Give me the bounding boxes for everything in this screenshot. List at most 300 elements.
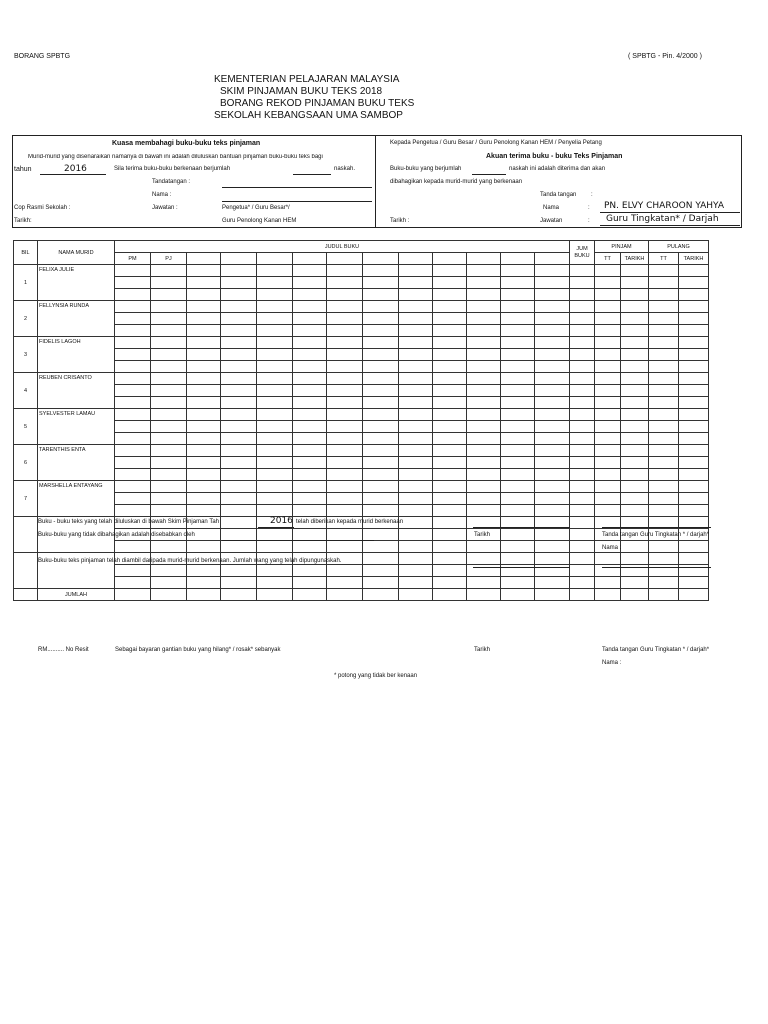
table-cell[interactable] (570, 265, 595, 277)
table-cell[interactable] (621, 421, 649, 433)
table-cell[interactable] (327, 565, 363, 577)
table-cell[interactable] (257, 421, 293, 433)
table-cell[interactable] (679, 457, 709, 469)
table-cell[interactable] (467, 373, 501, 385)
table-cell[interactable] (221, 349, 257, 361)
table-cell[interactable] (293, 349, 327, 361)
table-cell[interactable] (327, 469, 363, 481)
table-cell[interactable] (595, 325, 621, 337)
table-cell[interactable] (151, 493, 187, 505)
table-cell[interactable] (649, 577, 679, 589)
table-cell[interactable] (221, 397, 257, 409)
table-cell[interactable] (363, 565, 399, 577)
table-cell[interactable] (433, 301, 467, 313)
table-cell[interactable] (649, 301, 679, 313)
table-cell[interactable] (327, 433, 363, 445)
footer-field-3[interactable] (473, 567, 570, 568)
table-cell[interactable] (327, 373, 363, 385)
table-cell[interactable] (363, 313, 399, 325)
table-cell[interactable] (363, 337, 399, 349)
table-cell[interactable] (535, 301, 570, 313)
table-cell[interactable] (570, 481, 595, 493)
table-cell[interactable] (501, 409, 535, 421)
table-cell[interactable] (115, 277, 151, 289)
table-cell[interactable] (595, 553, 621, 565)
table-cell[interactable] (649, 325, 679, 337)
table-cell[interactable] (399, 493, 433, 505)
table-cell[interactable] (535, 277, 570, 289)
table-cell[interactable] (433, 289, 467, 301)
table-cell[interactable] (570, 313, 595, 325)
table-cell[interactable] (570, 361, 595, 373)
table-cell[interactable] (501, 421, 535, 433)
tahun-value[interactable]: 2016 (64, 164, 87, 174)
table-cell[interactable] (570, 577, 595, 589)
table-cell[interactable] (293, 541, 327, 553)
table-cell[interactable] (293, 385, 327, 397)
table-cell[interactable] (595, 301, 621, 313)
table-cell[interactable] (570, 277, 595, 289)
table-cell[interactable] (221, 517, 257, 529)
table-cell[interactable] (649, 277, 679, 289)
table-cell[interactable] (293, 469, 327, 481)
table-cell[interactable] (595, 337, 621, 349)
table-cell[interactable] (363, 469, 399, 481)
table-cell[interactable] (433, 373, 467, 385)
table-cell[interactable] (399, 385, 433, 397)
table-cell[interactable] (535, 409, 570, 421)
table-cell[interactable] (570, 505, 595, 517)
table-cell[interactable] (433, 577, 467, 589)
table-cell[interactable] (187, 505, 221, 517)
table-cell[interactable] (467, 481, 501, 493)
table-cell[interactable] (399, 313, 433, 325)
table-cell[interactable] (570, 517, 595, 529)
table-cell[interactable] (467, 541, 501, 553)
table-cell[interactable] (293, 277, 327, 289)
table-cell[interactable] (649, 421, 679, 433)
table-cell[interactable] (187, 313, 221, 325)
table-cell[interactable] (221, 469, 257, 481)
table-cell[interactable] (467, 469, 501, 481)
table-cell[interactable] (257, 373, 293, 385)
table-cell[interactable] (115, 325, 151, 337)
table-cell[interactable] (363, 373, 399, 385)
table-cell[interactable] (257, 529, 293, 541)
table-cell[interactable] (327, 577, 363, 589)
table-cell[interactable] (399, 337, 433, 349)
table-cell[interactable] (151, 565, 187, 577)
table-cell[interactable] (501, 289, 535, 301)
table-cell[interactable] (621, 361, 649, 373)
table-cell[interactable] (363, 457, 399, 469)
table-cell[interactable] (293, 445, 327, 457)
table-cell[interactable] (293, 373, 327, 385)
table-cell[interactable] (621, 325, 649, 337)
table-cell[interactable] (399, 397, 433, 409)
table-cell[interactable] (187, 565, 221, 577)
table-cell[interactable] (115, 397, 151, 409)
table-cell[interactable] (399, 565, 433, 577)
table-cell[interactable] (257, 433, 293, 445)
table-cell[interactable] (679, 385, 709, 397)
table-cell[interactable] (327, 397, 363, 409)
table-cell[interactable] (570, 493, 595, 505)
table-cell[interactable] (501, 445, 535, 457)
table-cell[interactable] (467, 265, 501, 277)
table-cell[interactable] (501, 553, 535, 565)
table-cell[interactable] (115, 433, 151, 445)
table-cell[interactable] (433, 265, 467, 277)
table-cell[interactable] (467, 337, 501, 349)
table-cell[interactable] (535, 433, 570, 445)
table-cell[interactable] (363, 361, 399, 373)
table-cell[interactable] (467, 505, 501, 517)
table-cell[interactable] (467, 409, 501, 421)
table-cell[interactable] (363, 349, 399, 361)
table-cell[interactable] (649, 553, 679, 565)
table-cell[interactable] (535, 505, 570, 517)
table-cell[interactable] (467, 325, 501, 337)
table-cell[interactable] (187, 577, 221, 589)
table-cell[interactable] (501, 337, 535, 349)
table-cell[interactable] (595, 313, 621, 325)
table-cell[interactable] (501, 313, 535, 325)
table-cell[interactable] (621, 397, 649, 409)
table-cell[interactable] (433, 361, 467, 373)
table-cell[interactable] (151, 505, 187, 517)
table-cell[interactable] (257, 349, 293, 361)
table-cell[interactable] (363, 265, 399, 277)
table-cell[interactable] (115, 313, 151, 325)
table-cell[interactable] (595, 361, 621, 373)
table-cell[interactable] (433, 541, 467, 553)
table-cell[interactable] (327, 289, 363, 301)
table-cell[interactable] (621, 553, 649, 565)
table-cell[interactable] (327, 349, 363, 361)
table-cell[interactable] (570, 301, 595, 313)
table-cell[interactable] (679, 397, 709, 409)
table-cell[interactable] (433, 529, 467, 541)
table-cell[interactable] (187, 277, 221, 289)
table-cell[interactable] (187, 409, 221, 421)
table-cell[interactable] (433, 481, 467, 493)
table-cell[interactable] (293, 409, 327, 421)
table-cell[interactable] (151, 337, 187, 349)
table-cell[interactable] (621, 457, 649, 469)
table-cell[interactable] (649, 349, 679, 361)
table-cell[interactable] (467, 457, 501, 469)
table-cell[interactable] (595, 373, 621, 385)
table-cell[interactable] (535, 493, 570, 505)
table-cell[interactable] (433, 421, 467, 433)
table-cell[interactable] (535, 445, 570, 457)
table-cell[interactable] (433, 409, 467, 421)
table-cell[interactable] (621, 409, 649, 421)
table-cell[interactable] (467, 277, 501, 289)
table-cell[interactable] (621, 337, 649, 349)
table-cell[interactable] (399, 409, 433, 421)
table-cell[interactable] (399, 301, 433, 313)
table-cell[interactable] (151, 301, 187, 313)
table-cell[interactable] (649, 541, 679, 553)
table-cell[interactable] (595, 433, 621, 445)
table-cell[interactable] (327, 385, 363, 397)
table-cell[interactable] (679, 265, 709, 277)
table-cell[interactable] (363, 397, 399, 409)
table-cell[interactable] (501, 481, 535, 493)
table-cell[interactable] (151, 409, 187, 421)
table-cell[interactable] (399, 265, 433, 277)
table-cell[interactable] (679, 433, 709, 445)
table-cell[interactable] (187, 421, 221, 433)
table-cell[interactable] (679, 553, 709, 565)
reason-field[interactable] (222, 540, 374, 541)
table-cell[interactable] (679, 373, 709, 385)
table-cell[interactable] (467, 385, 501, 397)
table-cell[interactable] (570, 349, 595, 361)
table-cell[interactable] (621, 445, 649, 457)
table-cell[interactable] (501, 349, 535, 361)
table-cell[interactable] (327, 313, 363, 325)
table-cell[interactable] (679, 445, 709, 457)
table-cell[interactable] (293, 265, 327, 277)
table-cell[interactable] (115, 505, 151, 517)
table-cell[interactable] (570, 457, 595, 469)
table-cell[interactable] (535, 577, 570, 589)
table-cell[interactable] (257, 481, 293, 493)
table-cell[interactable] (151, 265, 187, 277)
table-cell[interactable] (621, 373, 649, 385)
table-cell[interactable] (221, 337, 257, 349)
table-cell[interactable] (221, 325, 257, 337)
table-cell[interactable] (399, 445, 433, 457)
table-cell[interactable] (115, 385, 151, 397)
table-cell[interactable] (467, 349, 501, 361)
table-cell[interactable] (621, 493, 649, 505)
table-cell[interactable] (327, 361, 363, 373)
table-cell[interactable] (570, 469, 595, 481)
table-cell[interactable] (501, 505, 535, 517)
table-cell[interactable] (570, 385, 595, 397)
table-cell[interactable] (221, 289, 257, 301)
table-cell[interactable] (595, 481, 621, 493)
table-cell[interactable] (221, 301, 257, 313)
table-cell[interactable] (501, 541, 535, 553)
table-cell[interactable] (151, 373, 187, 385)
table-cell[interactable] (535, 265, 570, 277)
table-cell[interactable] (570, 397, 595, 409)
table-cell[interactable] (363, 553, 399, 565)
table-cell[interactable] (363, 433, 399, 445)
table-cell[interactable] (221, 409, 257, 421)
table-cell[interactable] (115, 481, 151, 493)
table-cell[interactable] (115, 577, 151, 589)
table-cell[interactable] (501, 457, 535, 469)
table-cell[interactable] (115, 289, 151, 301)
table-cell[interactable] (649, 445, 679, 457)
table-cell[interactable] (327, 325, 363, 337)
table-cell[interactable] (151, 349, 187, 361)
table-cell[interactable] (649, 313, 679, 325)
table-cell[interactable] (679, 505, 709, 517)
table-cell[interactable] (115, 373, 151, 385)
table-cell[interactable] (363, 493, 399, 505)
table-cell[interactable] (115, 541, 151, 553)
table-cell[interactable] (257, 493, 293, 505)
table-cell[interactable] (433, 565, 467, 577)
table-cell[interactable] (257, 337, 293, 349)
table-cell[interactable] (151, 481, 187, 493)
table-cell[interactable] (399, 577, 433, 589)
table-cell[interactable] (467, 553, 501, 565)
table-cell[interactable] (293, 565, 327, 577)
table-cell[interactable] (501, 373, 535, 385)
table-cell[interactable] (115, 301, 151, 313)
table-cell[interactable] (187, 265, 221, 277)
table-cell[interactable] (257, 385, 293, 397)
table-cell[interactable] (221, 493, 257, 505)
table-cell[interactable] (151, 541, 187, 553)
table-cell[interactable] (535, 349, 570, 361)
table-cell[interactable] (115, 565, 151, 577)
table-cell[interactable] (467, 445, 501, 457)
table-cell[interactable] (679, 337, 709, 349)
footer-field-4[interactable] (602, 567, 711, 568)
table-cell[interactable] (535, 481, 570, 493)
table-cell[interactable] (151, 277, 187, 289)
table-cell[interactable] (221, 361, 257, 373)
table-cell[interactable] (363, 385, 399, 397)
book-count-field[interactable] (293, 174, 331, 175)
table-cell[interactable] (595, 385, 621, 397)
table-cell[interactable] (399, 529, 433, 541)
table-cell[interactable] (327, 529, 363, 541)
table-cell[interactable] (595, 493, 621, 505)
table-cell[interactable] (467, 313, 501, 325)
table-cell[interactable] (467, 433, 501, 445)
footer-field-2[interactable] (602, 527, 711, 528)
table-cell[interactable] (293, 421, 327, 433)
table-cell[interactable] (679, 289, 709, 301)
table-cell[interactable] (679, 493, 709, 505)
table-cell[interactable] (535, 313, 570, 325)
table-cell[interactable] (293, 505, 327, 517)
table-cell[interactable] (649, 469, 679, 481)
table-cell[interactable] (187, 457, 221, 469)
table-cell[interactable] (257, 277, 293, 289)
table-cell[interactable] (187, 337, 221, 349)
table-cell[interactable] (679, 481, 709, 493)
table-cell[interactable] (679, 325, 709, 337)
table-cell[interactable] (621, 265, 649, 277)
table-cell[interactable] (151, 469, 187, 481)
table-cell[interactable] (221, 313, 257, 325)
table-cell[interactable] (221, 505, 257, 517)
table-cell[interactable] (501, 385, 535, 397)
table-cell[interactable] (621, 277, 649, 289)
table-cell[interactable] (649, 397, 679, 409)
table-cell[interactable] (649, 289, 679, 301)
table-cell[interactable] (327, 493, 363, 505)
table-cell[interactable] (221, 481, 257, 493)
table-cell[interactable] (221, 421, 257, 433)
table-cell[interactable] (679, 349, 709, 361)
table-cell[interactable] (570, 565, 595, 577)
table-cell[interactable] (399, 481, 433, 493)
table-cell[interactable] (363, 541, 399, 553)
table-cell[interactable] (327, 277, 363, 289)
table-cell[interactable] (649, 373, 679, 385)
table-cell[interactable] (467, 361, 501, 373)
table-cell[interactable] (151, 445, 187, 457)
table-cell[interactable] (399, 517, 433, 529)
table-cell[interactable] (221, 529, 257, 541)
approval-year[interactable]: 2016 (270, 516, 293, 526)
table-cell[interactable] (433, 553, 467, 565)
table-cell[interactable] (621, 313, 649, 325)
table-cell[interactable] (679, 469, 709, 481)
table-cell[interactable] (327, 409, 363, 421)
table-cell[interactable] (467, 301, 501, 313)
table-cell[interactable] (363, 577, 399, 589)
table-cell[interactable] (327, 337, 363, 349)
table-cell[interactable] (151, 577, 187, 589)
table-cell[interactable] (115, 409, 151, 421)
table-cell[interactable] (535, 457, 570, 469)
table-cell[interactable] (535, 529, 570, 541)
table-cell[interactable] (257, 565, 293, 577)
table-cell[interactable] (221, 457, 257, 469)
table-cell[interactable] (501, 265, 535, 277)
table-cell[interactable] (363, 325, 399, 337)
table-cell[interactable] (257, 445, 293, 457)
table-cell[interactable] (399, 433, 433, 445)
table-cell[interactable] (293, 433, 327, 445)
table-cell[interactable] (187, 397, 221, 409)
table-cell[interactable] (221, 565, 257, 577)
table-cell[interactable] (257, 265, 293, 277)
table-cell[interactable] (115, 421, 151, 433)
table-cell[interactable] (399, 469, 433, 481)
table-cell[interactable] (115, 265, 151, 277)
table-cell[interactable] (221, 433, 257, 445)
table-cell[interactable] (649, 493, 679, 505)
table-cell[interactable] (363, 445, 399, 457)
table-cell[interactable] (467, 397, 501, 409)
table-cell[interactable] (187, 433, 221, 445)
table-cell[interactable] (151, 361, 187, 373)
signature-field[interactable] (222, 187, 372, 188)
table-cell[interactable] (433, 313, 467, 325)
table-cell[interactable] (115, 457, 151, 469)
table-cell[interactable] (535, 469, 570, 481)
table-cell[interactable] (327, 265, 363, 277)
table-cell[interactable] (679, 577, 709, 589)
table-cell[interactable] (501, 577, 535, 589)
table-cell[interactable] (621, 349, 649, 361)
table-cell[interactable] (570, 421, 595, 433)
table-cell[interactable] (399, 373, 433, 385)
table-cell[interactable] (501, 361, 535, 373)
table-cell[interactable] (151, 325, 187, 337)
table-cell[interactable] (151, 289, 187, 301)
table-cell[interactable] (570, 409, 595, 421)
table-cell[interactable] (257, 505, 293, 517)
table-cell[interactable] (293, 481, 327, 493)
table-cell[interactable] (649, 337, 679, 349)
table-cell[interactable] (327, 457, 363, 469)
